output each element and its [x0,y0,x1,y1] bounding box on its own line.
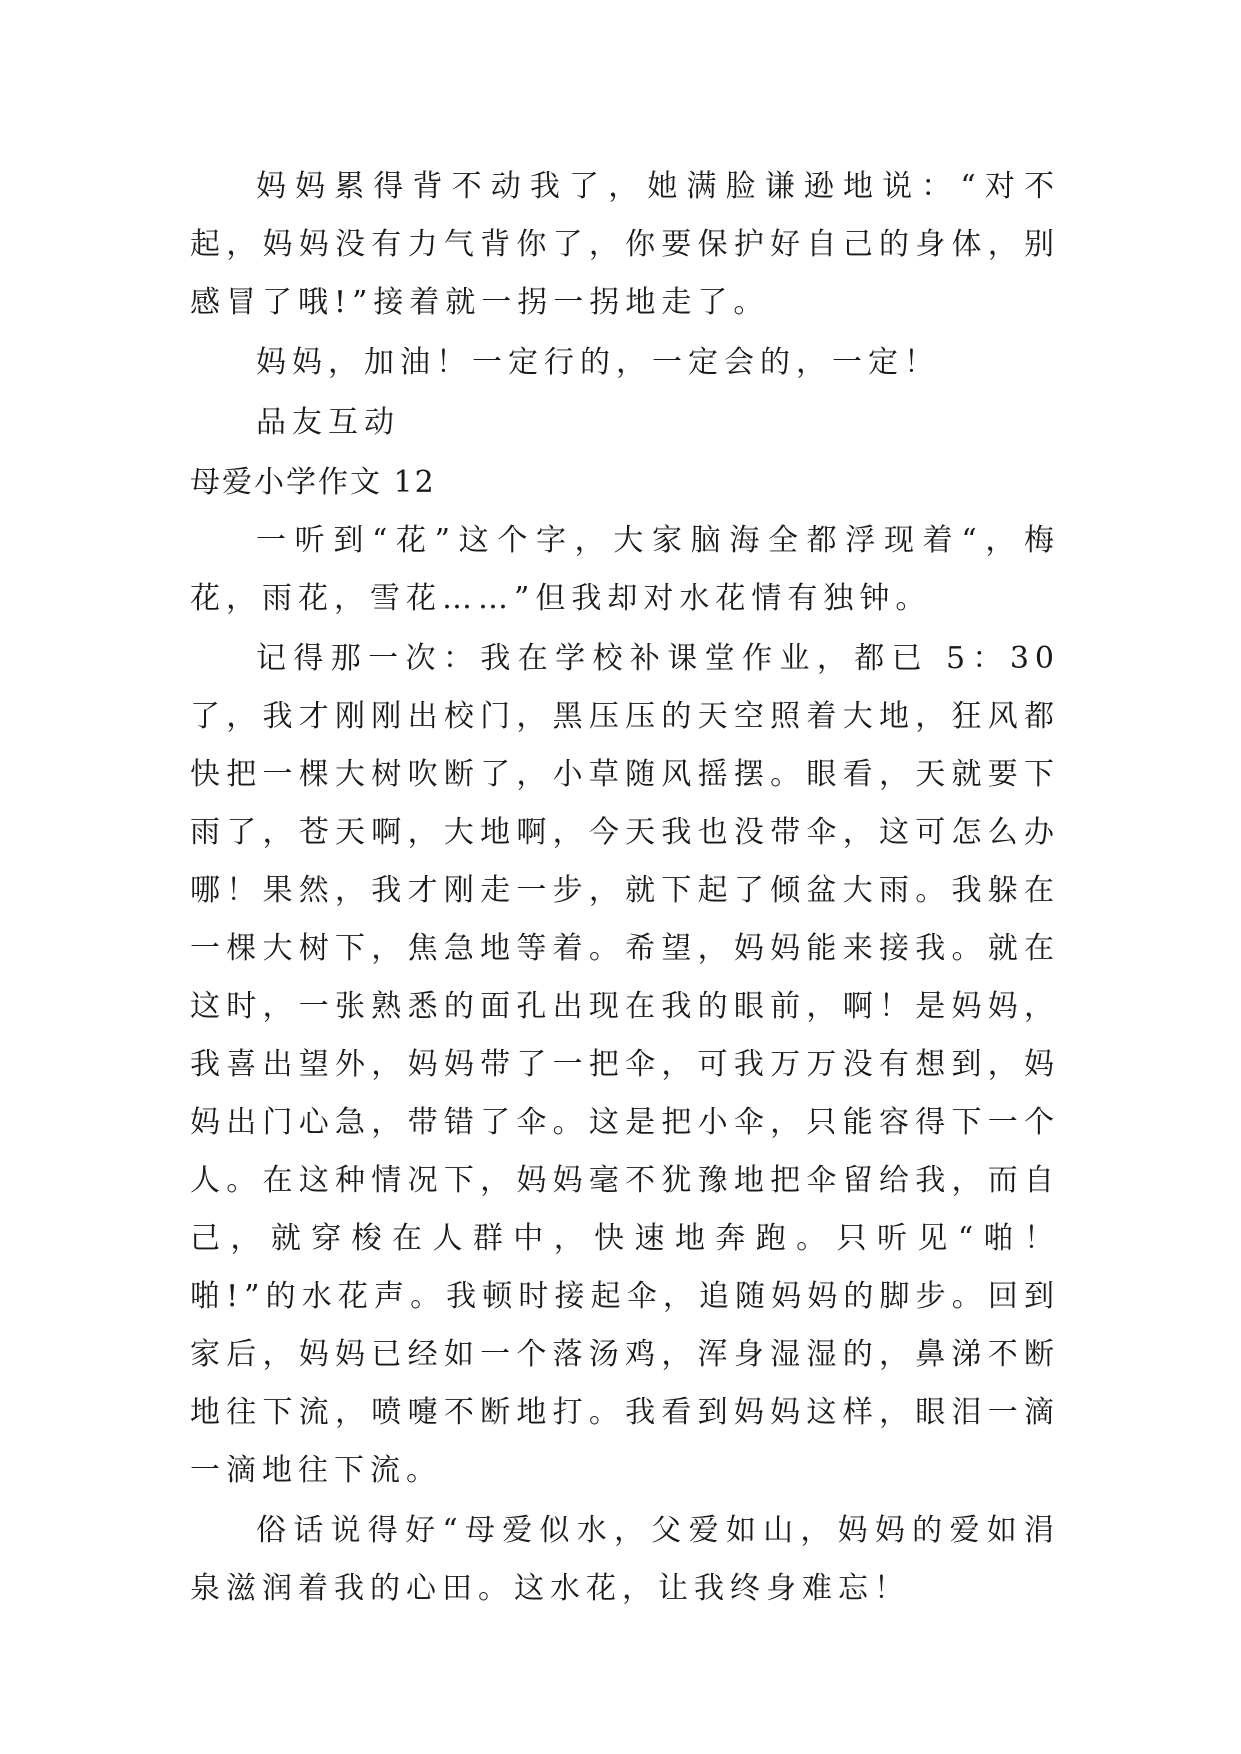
paragraph: 妈妈，加油！一定行的，一定会的，一定！ [256,345,940,380]
essay-title: 母爱小学作文 12 [190,465,436,500]
essay-paragraph: 俗话说得好“母爱似水，父爱如山，妈妈的爱如涓泉滋润着我的心田。这水花，让我终身难忘！ [190,1513,1060,1606]
paragraph: 妈妈累得背不动我了，她满脸谦逊地说：“对不起，妈妈没有力气背你了，你要保护好自己的身体，别感冒了哦!”接着就一拐一拐地走了。 [190,169,1060,320]
paragraph: 品友互动 [256,405,400,440]
document-body [190,158,1060,1620]
essay-paragraph: 记得那一次：我在学校补课堂作业，都已 5：30 了，我才刚刚出校门，黑压压的天空照着大地，狂风都快把一棵大树吹断了，小草随风摇摆。眼看，天就要下雨了，苍天啊，大地啊，今天我也没带伞，这可怎么办哪！果然，我才刚走一步，就下起了倾盆大雨。我躲在一棵大树下，焦急地等着。希望，妈妈能来接我。就在这时，一张熟悉的面孔出现在我的眼前，啊！是妈妈，我喜出望外，妈妈带了一把伞，可我万万没有想到，妈妈出门心急，带错了伞。这是把小伞，只能容得下一个人。在这种情况下，妈妈毫不犹豫地把伞留给我，而自己，就穿梭在人群中，快速地奔跑。只听见“啪！啪!”的水花声。我顿时接起伞，追随妈妈的脚步。回到家后，妈妈已经如一个落汤鸡，浑身湿湿的，鼻涕不断地往下流，喷嚏不断地打。我看到妈妈这样，眼泪一滴一滴地往下流。 [190,641,1060,1488]
essay-paragraph: 一听到“花”这个字，大家脑海全都浮现着“，梅花，雨花，雪花……”但我却对水花情有独钟。 [190,523,1060,616]
